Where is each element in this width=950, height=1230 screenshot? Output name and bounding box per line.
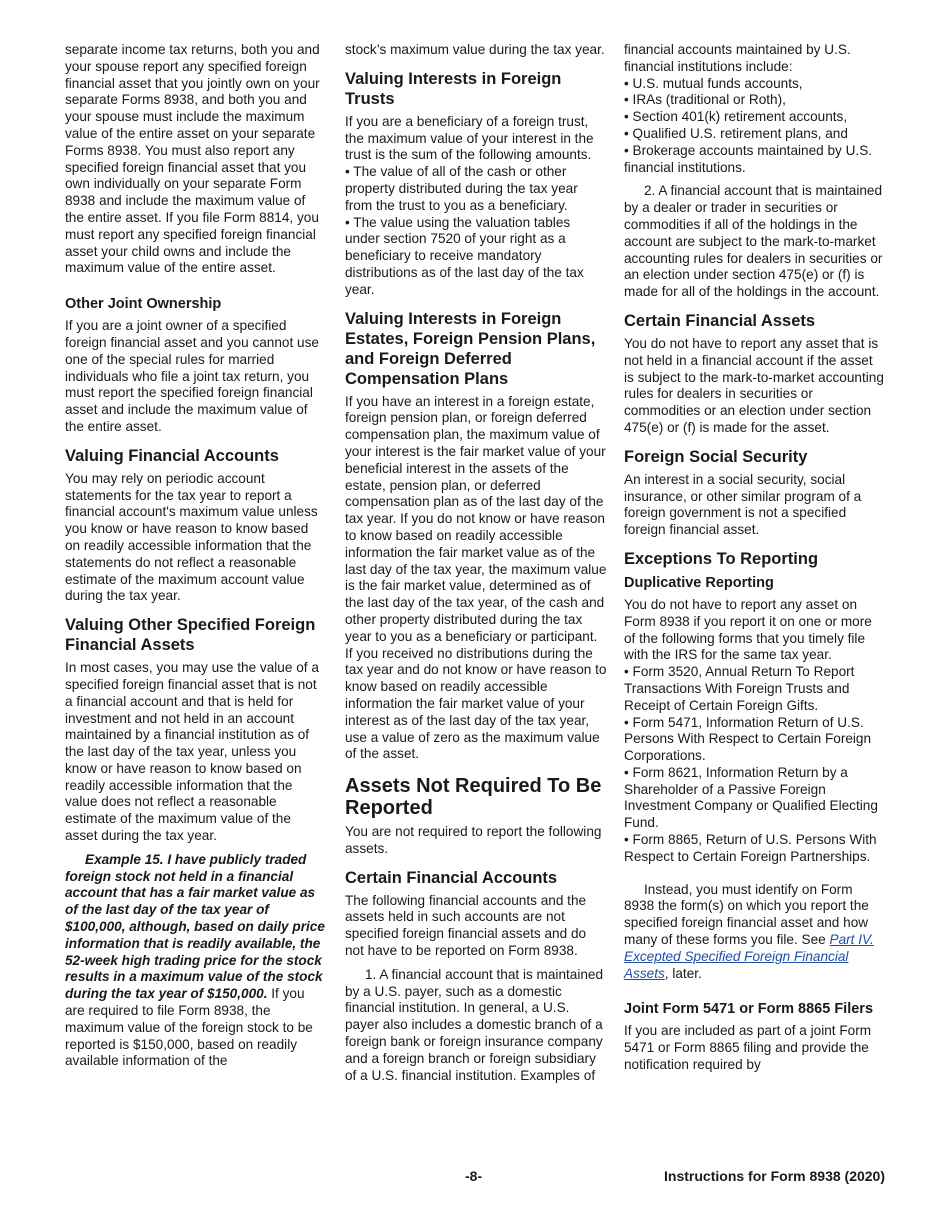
heading-foreign-social-security: Foreign Social Security: [624, 447, 808, 466]
us-account-bullet: • Section 401(k) retirement accounts,: [624, 109, 848, 125]
instead-text: Instead, you must identify on Form 8938 the form(s) on which you report the specified foreign financial asset and how many of these forms you file. See: [624, 881, 869, 948]
example-15-bold: Example 15. I have publicly traded foreign stock not held in a financial account that has a fair market value as of the last day of the tax year of $100,000, although, based on daily price information that is readily available, the 52-week high trading price for the stock results in a maximum value of the stock during the tax year of $150,000.: [65, 851, 325, 1002]
heading-assets-not-required: Assets Not Required To Be Reported: [345, 775, 602, 820]
instead-text-end: , later.: [664, 965, 702, 981]
trust-bullet-1: • The value of all of the cash or other property distributed during the tax year from the trust to you as a beneficiary.: [345, 164, 578, 213]
instead-paragraph: [624, 882, 886, 983]
example-15-rest: If you are required to file Form 8938, the maximum value of the foreign stock to be reported is $150,000, based on readily available information of the: [65, 986, 313, 1069]
intro-paragraph: separate income tax returns, both you and your spouse report any specified foreign financial asset that you jointly own on your separate Forms 8938, and both you and your spouse must include the maximum value of the entire asset on your separate Forms 8938. You must also report any specified foreign financial asset that you own individually on your separate Form 8938 and include the maximum value of the entire asset. If you file Form 8814, you must report any specified foreign financial asset your child owns and include the maximum value of the entire asset.: [65, 42, 320, 276]
assets-not-paragraph: You are not required to report the following assets.: [345, 824, 602, 856]
valuing-financial-paragraph: You may rely on periodic account statements for the tax year to report a financial account's maximum value unless you know or have reason to know based on readily accessible information that the statements do not reflect a reasonable estimate of the maximum account value during the tax year.: [65, 470, 318, 604]
item-2-paragraph: 2. A financial account that is maintained by a dealer or trader in securities or commodities if all of the holdings in the account are subject to the mark-to-market accounting rules for dealers in securities or an election under section 475(e) or (f) is made for all of the holdings in the account.: [624, 183, 883, 300]
estates-paragraph: If you have an interest in a foreign estate, foreign pension plan, or foreign deferred compensation plan, the maximum value of your interest is the fair market value of your beneficial interest in the assets of the estate, pension plan, or deferred compensation plan as of the last day of the tax year. If you do not know or have reason to know based on readily accessible information the fair market value as of the last day of the tax year, the maximum value is the fair market value, determined as of the last day of the tax year, of the cash and other property distributed during the tax year to you as a beneficiary or participant. If you received no distributions during the tax year and do not know or have reason to know based on readily accessible information the fair market value of your interest as of the last day of the tax year, use a value of zero as the maximum value of the asset.: [345, 393, 607, 762]
heading-certain-financial-accounts: Certain Financial Accounts: [345, 868, 558, 887]
form-bullet: • Form 8621, Information Return by a Shareholder of a Passive Foreign Investment Company or Qualified Electing Fund.: [624, 764, 878, 831]
trusts-paragraph: If you are a beneficiary of a foreign trust, the maximum value of your interest in the trust is the sum of the following amounts.: [345, 113, 594, 163]
footer-title: Instructions for Form 8938 (2020): [664, 1168, 885, 1184]
column-3: [624, 42, 886, 1081]
column-2: [345, 42, 607, 1091]
duplicative-paragraph: You do not have to report any asset on Form 8938 if you report it on one or more of the following forms that you timely file with the IRS for the same tax year.: [624, 596, 872, 663]
heading-valuing-other-assets: Valuing Other Specified Foreign Financial Assets: [65, 616, 316, 655]
heading-duplicative-reporting: Duplicative Reporting: [624, 574, 774, 591]
heading-foreign-trusts: Valuing Interests in Foreign Trusts: [345, 69, 562, 108]
form-bullet: • Form 5471, Information Return of U.S. Persons With Respect to Certain Foreign Corporations.: [624, 714, 872, 764]
us-account-bullet: • IRAs (traditional or Roth),: [624, 92, 786, 108]
heading-exceptions-to-reporting: Exceptions To Reporting: [624, 549, 819, 568]
column-1: [65, 42, 327, 1077]
heading-foreign-estates: Valuing Interests in Foreign Estates, Foreign Pension Plans, and Foreign Deferred Compensation Plans: [345, 309, 596, 388]
heading-other-joint-ownership: Other Joint Ownership: [65, 296, 222, 313]
certain-accounts-paragraph: The following financial accounts and the assets held in such accounts are not specified foreign financial assets and do not have to be reported on Form 8938.: [345, 892, 587, 959]
trust-bullet-2: • The value using the valuation tables under section 7520 of your right as a beneficiary to receive mandatory distributions as of the last day of the tax year.: [345, 214, 584, 297]
us-account-bullet: • U.S. mutual funds accounts,: [624, 75, 803, 91]
us-account-bullet: • Brokerage accounts maintained by U.S. financial institutions.: [624, 142, 873, 175]
item-1-paragraph: 1. A financial account that is maintained by a U.S. payer, such as a domestic financial institution. In general, a U.S. payer also includes a domestic branch of a foreign bank or foreign insurance company and a foreign branch or foreign subsidiary of a U.S. financial institution. Examples of: [345, 966, 604, 1083]
joint-form-paragraph: If you are included as part of a joint Form 5471 or Form 8865 filing and provide the notification required by: [624, 1023, 872, 1073]
continued-paragraph: stock’s maximum value during the tax year.: [345, 42, 605, 57]
heading-certain-financial-assets: Certain Financial Assets: [624, 311, 816, 330]
social-security-paragraph: An interest in a social security, social insurance, or other similar program of a foreign government is not a specified foreign financial asset.: [624, 471, 862, 538]
other-joint-paragraph: If you are a joint owner of a specified foreign financial asset and you cannot use one of the special rules for married individuals who file a joint tax return, you must report the specified foreign financial asset and include the maximum value of the entire asset.: [65, 318, 319, 434]
continued-paragraph: financial accounts maintained by U.S. financial institutions include:: [624, 42, 851, 74]
form-bullet: • Form 8865, Return of U.S. Persons With Respect to Certain Foreign Partnerships.: [624, 832, 877, 864]
heading-valuing-financial-accounts: Valuing Financial Accounts: [65, 446, 279, 465]
part-iv-link[interactable]: Part IV. Excepted Specified Foreign Financial Assets: [624, 932, 874, 981]
heading-joint-form-filers: Joint Form 5471 or Form 8865 Filers: [624, 1001, 874, 1018]
form-bullet: • Form 3520, Annual Return To Report Transactions With Foreign Trusts and Receipt of Certain Foreign Gifts.: [624, 664, 855, 713]
page-number: -8-: [465, 1168, 483, 1184]
us-account-bullet: • Qualified U.S. retirement plans, and: [624, 125, 848, 141]
certain-assets-paragraph: You do not have to report any asset that is not held in a financial account if the asset is subject to the mark-to-market accounting rules for dealers in securities or commodities or an election under section 475(e) or (f) is made for the asset.: [624, 335, 884, 435]
example-15-paragraph: [65, 852, 327, 1070]
valuing-other-paragraph: In most cases, you may use the value of a specified foreign financial asset that is not a financial account and that is held for investment and not held in an account maintained by a financial institution as of the last day of the tax year, unless you know or have reason to know based on readily accessible information that the value does not reflect a reasonable estimate of the maximum value of the asset during the tax year.: [65, 660, 319, 844]
